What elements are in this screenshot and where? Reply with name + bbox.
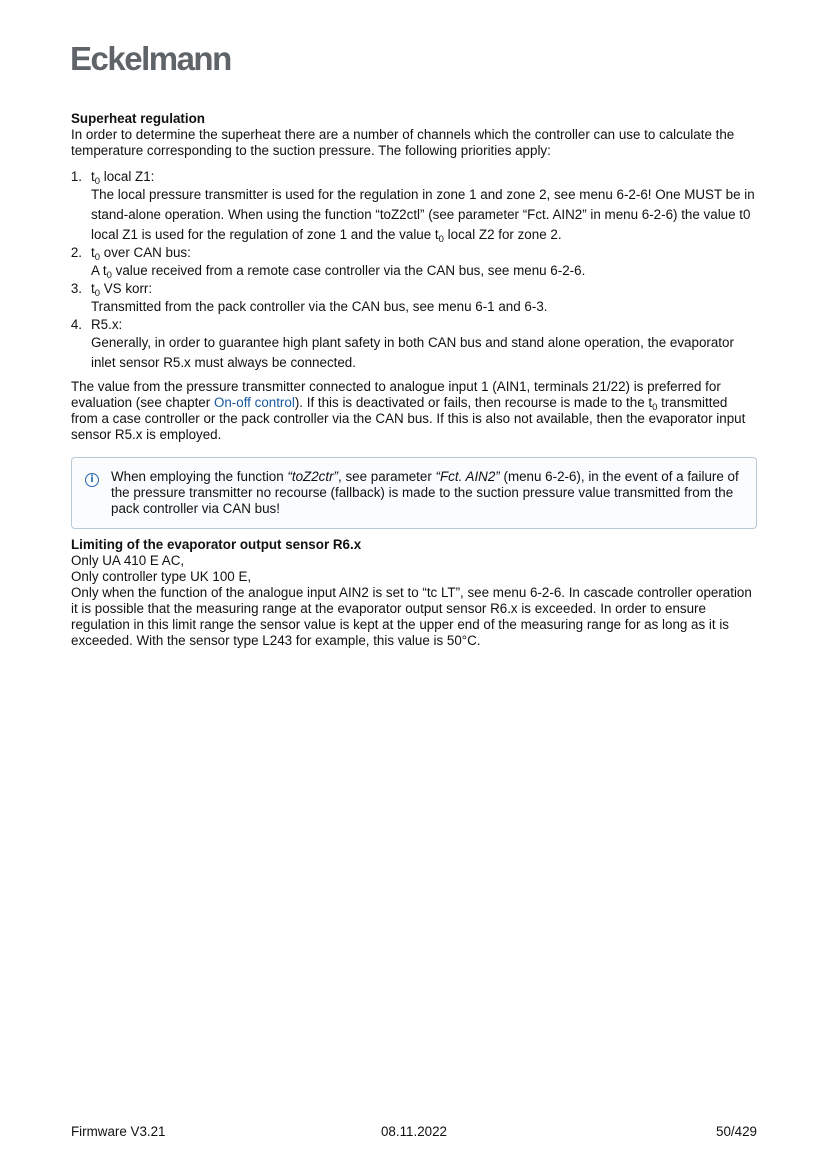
item-title: R5.x:	[91, 317, 123, 332]
item-body: A $t_0$ value received from a remote case controller via the CAN bus, see menu 6-2-6.	[91, 263, 586, 281]
limiting-text: Only when the function of the analogue input AIN2 is set to “tc LT”, see menu 6-2-6. In cascade controller operation it is possible that the measuring range at the evaporator output sensor R6.x is exceeded. In order to ensure regulation in this limit range the sensor value is kept at the upper end of the measuring range for as long as it is exceeded. With the sensor type L243 for example, this value is 50°C.	[71, 585, 752, 648]
superheat-intro: In order to determine the superheat there are a number of channels which the controller can use to calculate the temperature corresponding to the suction pressure. The following priorities apply:	[71, 127, 735, 158]
item-body: Generally, in order to guarantee high plant safety in both CAN bus and stand alone operation, the evaporator inlet sensor R5.x must always be connected.	[91, 335, 734, 370]
item-body: Transmitted from the pack controller via the CAN bus, see menu 6-1 and 6-3.	[91, 299, 548, 314]
main-content	[71, 111, 757, 649]
priority-item-1	[71, 169, 757, 245]
priority-list	[71, 169, 757, 373]
limiting-heading: Limiting of the evaporator output sensor R6.x	[71, 537, 362, 552]
item-title: $t_0$ local Z1:	[91, 169, 155, 187]
item-title: $t_0$ VS korr:	[91, 281, 153, 299]
footer-page-number: 50/429	[716, 1124, 757, 1139]
priority-item-4	[71, 317, 757, 373]
footer-date: 08.11.2022	[380, 1124, 448, 1139]
evaluation-paragraph: The value from the pressure transmitter connected to analogue input 1 (AIN1, terminals 21/22) is preferred for evaluation (see chapter On-off control). If this is deactivated or fails, then recourse is made to the $t_0$ transmitted from a case controller or the pack controller via the CAN bus. If this is also not available, then the evaporator input sensor R5.x is employed.	[71, 379, 746, 442]
item-title: $t_0$ over CAN bus:	[91, 245, 191, 263]
item-number: 3.	[70, 281, 82, 296]
superheat-heading: Superheat regulation	[71, 111, 205, 126]
item-body: The local pressure transmitter is used for the regulation in zone 1 and zone 2, see menu 6-2-6! One MUST be in stand-alone operation. When using the function “toZ2ctl” (see parameter “Fct. AIN2” in menu 6-2-6) the value t0 local Z1 is used for the regulation of zone 1 and the value $t_0$ local Z2 for zone 2.	[91, 187, 755, 245]
priority-item-2	[71, 245, 757, 281]
info-icon: i	[85, 473, 99, 487]
on-off-control-link[interactable]: On-off control	[213, 395, 295, 410]
footer-firmware: Firmware V3.21	[71, 1124, 166, 1139]
limiting-line-2: Only controller type UK 100 E,	[71, 569, 252, 584]
item-number: 4.	[70, 317, 82, 332]
note-text: When employing the function “toZ2ctr”, see parameter “Fct. AIN2” (menu 6-2-6), in the event of a failure of the pressure transmitter no recourse (fallback) is made to the suction pressure value transmitted from the pack controller via CAN bus!	[111, 469, 739, 516]
eckelmann-logo: Eckelmann	[70, 40, 231, 77]
limiting-line-1: Only UA 410 E AC,	[71, 553, 185, 568]
priority-item-3	[71, 281, 757, 317]
info-note	[71, 457, 757, 529]
item-number: 1.	[70, 169, 82, 184]
item-number: 2.	[70, 245, 82, 260]
